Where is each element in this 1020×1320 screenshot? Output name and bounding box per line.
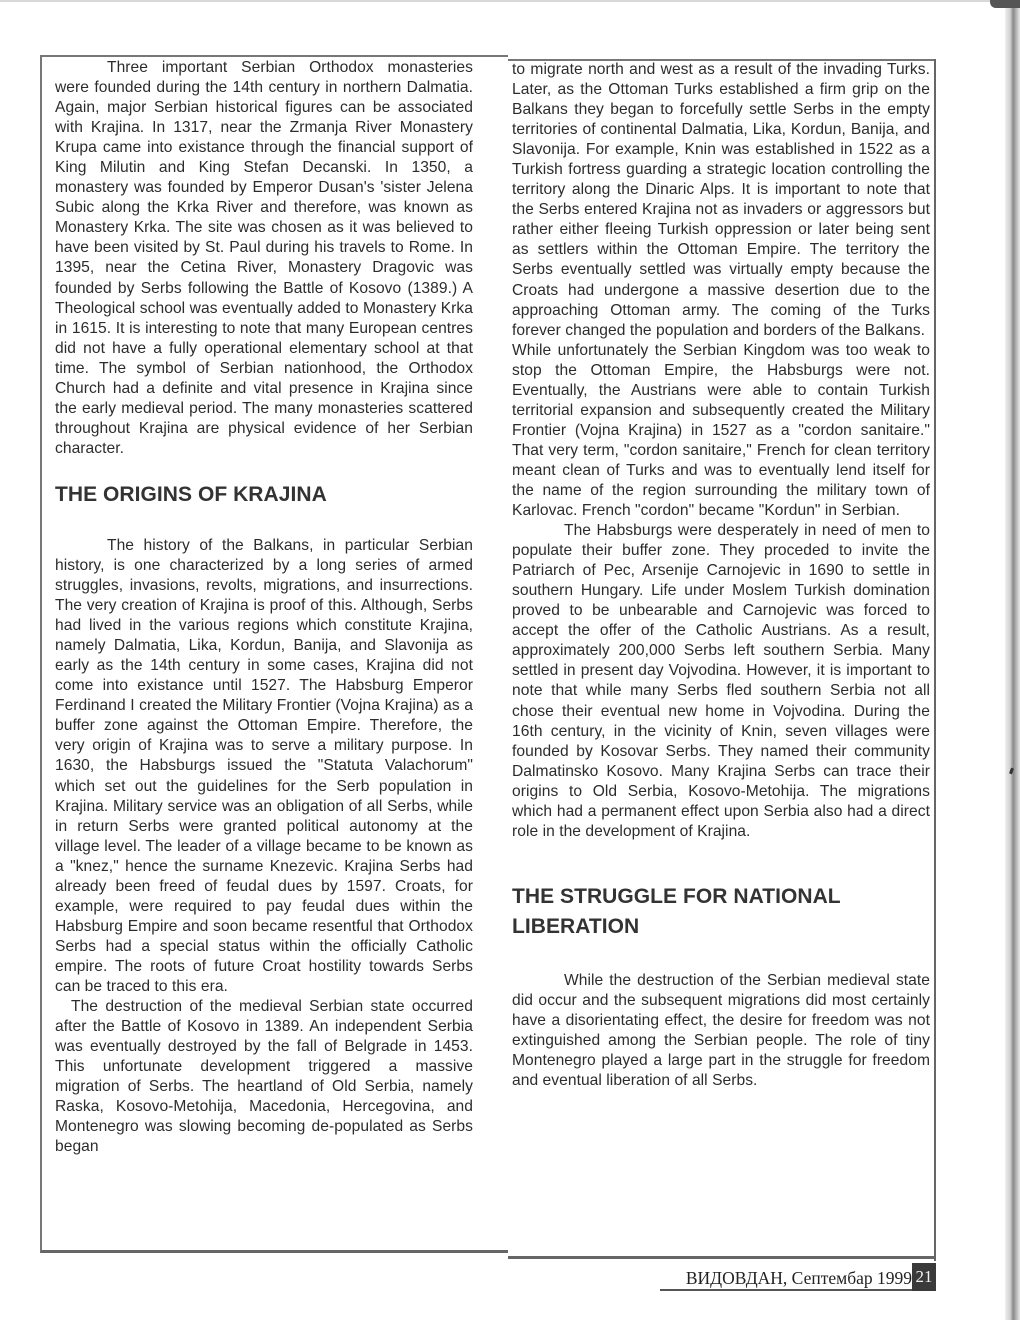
carnojevic-paragraph: The Habsburgs were desperately in need of men to populate their buffer zone. They proceded to invite the Patriarch of Pec, Arsenije Carnojevic in 1690 to settle in southern Hungary. Life under Moslem Turkish domination proved to be unbearable and Carnojevic was forced to accept the offer of the Catholic Austrians. As a result, approximately 200,000 Serbs left southern Serbia. Many settled in present day Vojvodina. However, it is important to note that while many Serbs fled southern Serbia not all chose their eventual new home in Vojvodina. During the 16th century, in the vicinity of Knin, seven villages were founded by Kosovar Serbs. They named their community Dalmatinsko Kosovo. Many Krajina Serbs can trace their origins to Old Serbia, Kosovo-Metohija. The migrations which had a permanent effect upon Serbia also had a direct role in the development of Krajina. bbox=[512, 522, 930, 840]
right-column-frame-side bbox=[934, 59, 936, 1261]
publication-name: ВИДОВДАН, Септембар 1999 bbox=[685, 1268, 912, 1288]
section-heading-origins: THE ORIGINS OF KRAJINA bbox=[55, 482, 327, 506]
monasteries-paragraph: Three important Serbian Orthodox monasteries were founded during the 14th century in northern Dalmatia. Again, major Serbian historical figures can be associated with Krajina. In 1317, near the Zrmanja River Monastery Krupa came into existance through the financial support of King Milutin and King Stefan Decanski. In 1350, a monastery was founded by Emperor Dusan's 'sister Jelena Subic along the Krka River and therefore, was known as Monastery Krka. The site was chosen as it was believed to have been visited by St. Paul during his travels to Rome. In 1395, near the Cetina River, Monastery Dragovic was founded by Serbs following the Battle of Kosovo (1389.) A Theological school was eventually added to Monastery Krka in 1615. It is interesting to note that many European centres did not have a fully operational elementary school at that time. The symbol of Serbian nationhood, the Orthodox Church had a definite and vital presence in Krajina since the early medieval period. The many monasteries scattered throughout Krajina are physical evidence of her Serbian character. bbox=[55, 59, 473, 457]
page-number: 21 bbox=[912, 1263, 936, 1291]
habsburg-paragraph: While unfortunately the Serbian Kingdom was too weak to stop the Ottoman Empire, the Habsburgs were not. Eventually, the Austrians were able to contain Turkish territorial expansion and subsequently created the Military Frontier (Vojna Krajina) in 1527 as a "cordon sanitaire." That very term, "cordon sanitaire," French for clean territory meant clean of Turks and was to eventually lend itself for the name of the region surrounding the military town of Karlovac. French "cordon" became "Kordun" in Serbian. bbox=[512, 341, 930, 520]
page-binding-edge bbox=[1005, 0, 1020, 1320]
origins-paragraph-2: The destruction of the medieval Serbian state occurred after the Battle of Kosovo in 1389. An independent Serbia was eventually destroyed by the fall of Belgrade in 1453. This unfortunate development triggered a massive migration of Serbs. The heartland of Old Serbia, namely Raska, Kosovo-Metohija, Macedonia, Hercegovina, and Montenegro was slowing becoming de-populated as Serbs began bbox=[55, 998, 473, 1156]
migration-continued-paragraph: to migrate north and west as a result of the invading Turks. Later, as the Ottoman Turks established a firm grip on the Balkans they began to forcefully settle Serbs in the empty territories of continental Dalmatia, Lika, Kordun, Banija, and Slavonija. For example, Knin was established in 1522 as a Turkish fortress guarding a strategic location controlling the territory along the Dinaric Alps. It is important to note that the Serbs entered Krajina not as invaders or aggressors but rather either fleeing Turkish oppression or later being sent as settlers within the Ottoman Empire. The territory the Serbs eventually settled was virtually empty because the Croats had undergone a massive desertion due to the approaching Ottoman army. The coming of the Turks forever changed the population and borders of the Balkans. bbox=[512, 61, 930, 339]
page-corner-shadow bbox=[990, 0, 1020, 8]
struggle-paragraph: While the destruction of the Serbian medieval state did occur and the subsequent migrations did most certainly have a disorientating effect, the desire for freedom was not extinguished among the Serbian people. The role of tiny Montenegro played a large part in the struggle for freedom and eventual liberation of all Serbs. bbox=[512, 971, 930, 1090]
right-column-frame-bottom bbox=[508, 1256, 936, 1259]
section-heading-struggle: THE STRUGGLE FOR NATIONAL LIBERATION bbox=[512, 884, 841, 938]
page-top-edge bbox=[0, 0, 1020, 2]
right-column bbox=[512, 60, 930, 1091]
left-column bbox=[55, 58, 473, 1157]
origins-paragraph-1: The history of the Balkans, in particular Serbian history, is one characterized by a long series of armed struggles, invasions, revolts, migrations, and insurrections. The very creation of Krajina is proof of this. Although, Serbs had lived in the various regions which constitute Krajina, namely Dalmatia, Lika, Kordun, Banija, and Slavonija as early as the 14th century in some cases, Krajina did not come into existance until 1527. The Habsburg Emperor Ferdinand I created the Military Frontier (Vojna Krajina) as a buffer zone against the Ottoman Empire. Therefore, the very origin of Krajina was to serve a military purpose. In 1630, the Habsburgs issued the "Statuta Valachorum" which set out the guidelines for the Serb population in Krajina. Military service was an obligation of all Serbs, while in return Serbs were granted political autonomy at the village level. The leader of a village became to be known as a "knez," hence the surname Knezevic. Krajina Serbs had already been freed of feudal dues by 1597. Croats, for example, were required to pay feudal dues within the Habsburg Empire and soon became resentful that Orthodox Serbs had a special status within the officially Catholic empire. The roots of future Croat hostility towards Serbs can be traced to this era. bbox=[55, 536, 473, 995]
page-footer bbox=[660, 1265, 936, 1291]
